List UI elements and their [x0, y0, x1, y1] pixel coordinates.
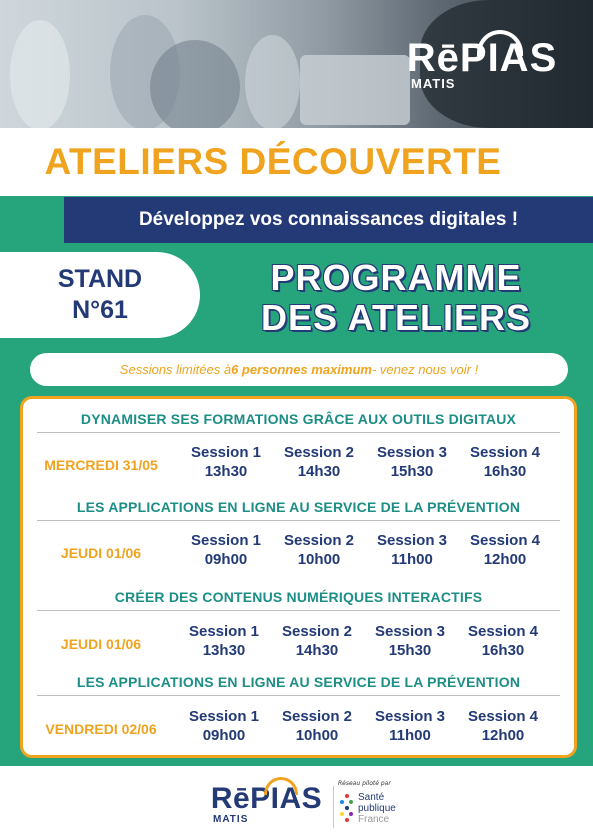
session-slot: Session 3 15h30 — [376, 444, 448, 480]
session-slot: Session 1 09h00 — [188, 708, 260, 744]
session-slot: Session 2 10h00 — [281, 708, 353, 744]
schedule-panel — [20, 396, 577, 758]
logo-word: RēPIAS — [406, 36, 558, 80]
session-slot: Session 3 15h30 — [374, 623, 446, 659]
sessions-note-before: Sessions limitées à — [119, 362, 232, 377]
session-slot: Session 4 16h30 — [469, 444, 541, 480]
footer-logo-word: RēPIAS — [210, 782, 323, 815]
schedule-row — [23, 707, 574, 751]
sante-publique-logo — [338, 780, 418, 832]
logo-sub: MATIS — [411, 76, 456, 91]
partner-line1: Santé — [358, 792, 385, 803]
stand-line2: N°61 — [72, 296, 128, 324]
session-slot: Session 2 14h30 — [283, 444, 355, 480]
subtitle-band — [64, 197, 593, 243]
footer-divider — [333, 786, 334, 828]
header-photo — [0, 0, 593, 128]
session-slot: Session 3 11h00 — [374, 708, 446, 744]
workshop-heading: LES APPLICATIONS EN LIGNE AU SERVICE DE LA PRÉVENTION — [37, 674, 560, 696]
page-subtitle: Développez vos connaissances digitales ! — [138, 209, 519, 230]
partner-line2: publique — [358, 803, 396, 814]
session-slot: Session 2 14h30 — [281, 623, 353, 659]
session-slot: Session 4 12h00 — [467, 708, 539, 744]
workshop-heading: LES APPLICATIONS EN LIGNE AU SERVICE DE LA PRÉVENTION — [37, 499, 560, 521]
workshop-day: JEUDI 01/06 — [60, 636, 142, 652]
session-slot: Session 1 13h30 — [188, 623, 260, 659]
repias-logo-footer — [209, 784, 324, 830]
session-slot: Session 1 09h00 — [190, 532, 262, 568]
partner-line3: France — [358, 814, 390, 825]
stand-line1: STAND — [57, 265, 143, 293]
program-line2: DES ATELIERS — [260, 297, 532, 338]
session-slot: Session 2 10h00 — [283, 532, 355, 568]
schedule-row — [23, 443, 574, 487]
page-title: ATELIERS DÉCOUVERTE — [44, 141, 502, 182]
workshop-heading: CRÉER DES CONTENUS NUMÉRIQUES INTERACTIFS — [37, 589, 560, 611]
sessions-note-after: - venez nous voir ! — [371, 362, 479, 377]
session-slot: Session 1 13h30 — [190, 444, 262, 480]
sessions-note-bold: 6 personnes maximum — [231, 362, 372, 377]
partner-caption: Réseau piloté par — [338, 780, 391, 787]
workshop-day: MERCREDI 31/05 — [44, 457, 158, 473]
session-slot: Session 4 12h00 — [469, 532, 541, 568]
session-slot: Session 4 16h30 — [467, 623, 539, 659]
program-line1: PROGRAMME — [270, 257, 522, 298]
schedule-row — [23, 622, 574, 666]
workshop-heading: DYNAMISER SES FORMATIONS GRÂCE AUX OUTILS DIGITAUX — [37, 411, 560, 433]
workshop-day: VENDREDI 02/06 — [45, 721, 157, 737]
stand-badge — [0, 252, 200, 338]
repias-logo-top — [397, 38, 567, 91]
workshop-day: JEUDI 01/06 — [60, 545, 142, 561]
sante-publique-dots-icon — [338, 794, 356, 824]
title-box — [0, 128, 546, 196]
session-slot: Session 3 11h00 — [376, 532, 448, 568]
footer-logo-sub: MATIS — [213, 814, 249, 825]
schedule-row — [23, 531, 574, 575]
sessions-note — [30, 353, 568, 386]
program-title — [226, 258, 566, 338]
partner-name — [358, 792, 396, 825]
